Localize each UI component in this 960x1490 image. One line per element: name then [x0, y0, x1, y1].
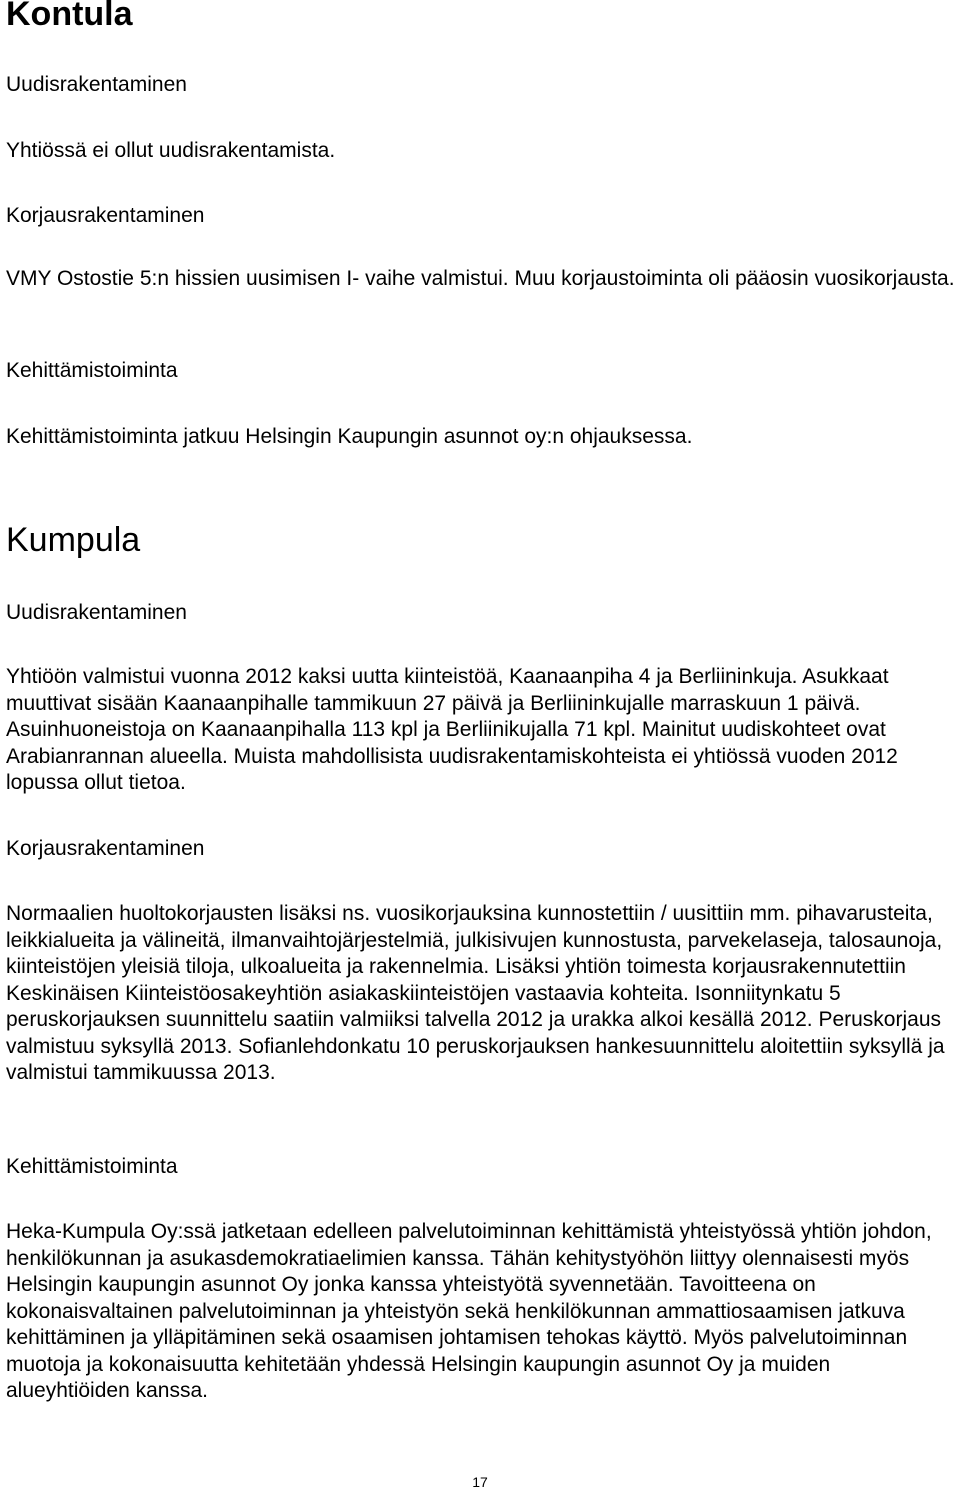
- subsection-heading-kontula-korjausrakentaminen: Korjausrakentaminen: [6, 204, 205, 227]
- paragraph-kumpula-korjausrakentaminen: Normaalien huoltokorjausten lisäksi ns. vuosikorjauksina kunnostettiin / uusittiin mm. pihavarusteita, leikkialueita ja välineitä, ilmanvaihtojärjestelmiä, julkisivujen kunnostusta, parvekelaseja, talosaunoja, kiinteistöjen yleisiä tiloja, ulkoalueita ja rakennelmia. Lisäksi yhtiön toimesta korjausrakennutettiin Keskinäisen Kiinteistöosakeyhtiön asiakaskiinteistöjen vastaavia kohteita. Isonniitynkatu 5 peruskorjauksen suunnittelu saatiin valmiiksi talvella 2012 ja urakka alkoi kesällä 2012. Peruskorjaus valmistuu syksyllä 2013. Sofianlehdonkatu 10 peruskorjauksen hankesuunnittelu aloitettiin syksyllä ja valmistui tammikuussa 2013.: [6, 902, 945, 1084]
- subsection-heading-kumpula-korjausrakentaminen: Korjausrakentaminen: [6, 837, 205, 860]
- section-title-kontula: Kontula: [6, 0, 133, 33]
- subsection-heading-kontula-uudisrakentaminen: Uudisrakentaminen: [6, 73, 187, 96]
- paragraph-kumpula-kehittamistoiminta: Heka-Kumpula Oy:ssä jatketaan edelleen palvelutoiminnan kehittämistä yhteistyössä yhtiön johdon, henkilökunnan ja asukasdemokratiaelimien kanssa. Tähän kehitystyöhön liittyy olennaisesti myös Helsingin kaupungin asunnot Oy jonka kanssa yhteistyötä syvennetään. Tavoitteena on kokonaisvaltainen palvelutoiminnan ja yhteistyön sekä henkilökunnan ammattiosaamisen jatkuva kehittäminen ja ylläpitäminen sekä osaamisen johtamisen tehokas käyttö. Myös palvelutoiminnan muotoja ja kokonaisuutta kehitetään yhdessä Helsingin kaupungin asunnot Oy ja muiden alueyhtiöiden kanssa.: [6, 1220, 932, 1402]
- paragraph-kontula-korjausrakentaminen: VMY Ostostie 5:n hissien uusimisen I- vaihe valmistui. Muu korjaustoiminta oli pääosin vuosikorjausta.: [6, 267, 955, 290]
- paragraph-kontula-uudisrakentaminen: Yhtiössä ei ollut uudisrakentamista.: [6, 139, 336, 162]
- paragraph-kumpula-uudisrakentaminen: Yhtiöön valmistui vuonna 2012 kaksi uutta kiinteistöä, Kaanaanpiha 4 ja Berliininkuja. Asukkaat muuttivat sisään Kaanaanpihalle tammikuun 27 päivä ja Berliininkujalle marraskuun 1 päivä. Asuinhuoneistoja on Kaanaanpihalla 113 kpl ja Berliinikujalla 71 kpl. Mainitut uudiskohteet ovat Arabianrannan alueella. Muista mahdollisista uudisrakentamiskohteista ei yhtiössä vuoden 2012 lopussa ollut tietoa.: [6, 665, 898, 794]
- page-number: 17: [472, 1474, 488, 1490]
- section-title-kumpula: Kumpula: [6, 521, 141, 559]
- subsection-heading-kontula-kehittamistoiminta: Kehittämistoiminta: [6, 359, 178, 382]
- subsection-heading-kumpula-kehittamistoiminta: Kehittämistoiminta: [6, 1155, 178, 1178]
- paragraph-kontula-kehittamistoiminta: Kehittämistoiminta jatkuu Helsingin Kaupungin asunnot oy:n ohjauksessa.: [6, 425, 693, 448]
- subsection-heading-kumpula-uudisrakentaminen: Uudisrakentaminen: [6, 601, 187, 624]
